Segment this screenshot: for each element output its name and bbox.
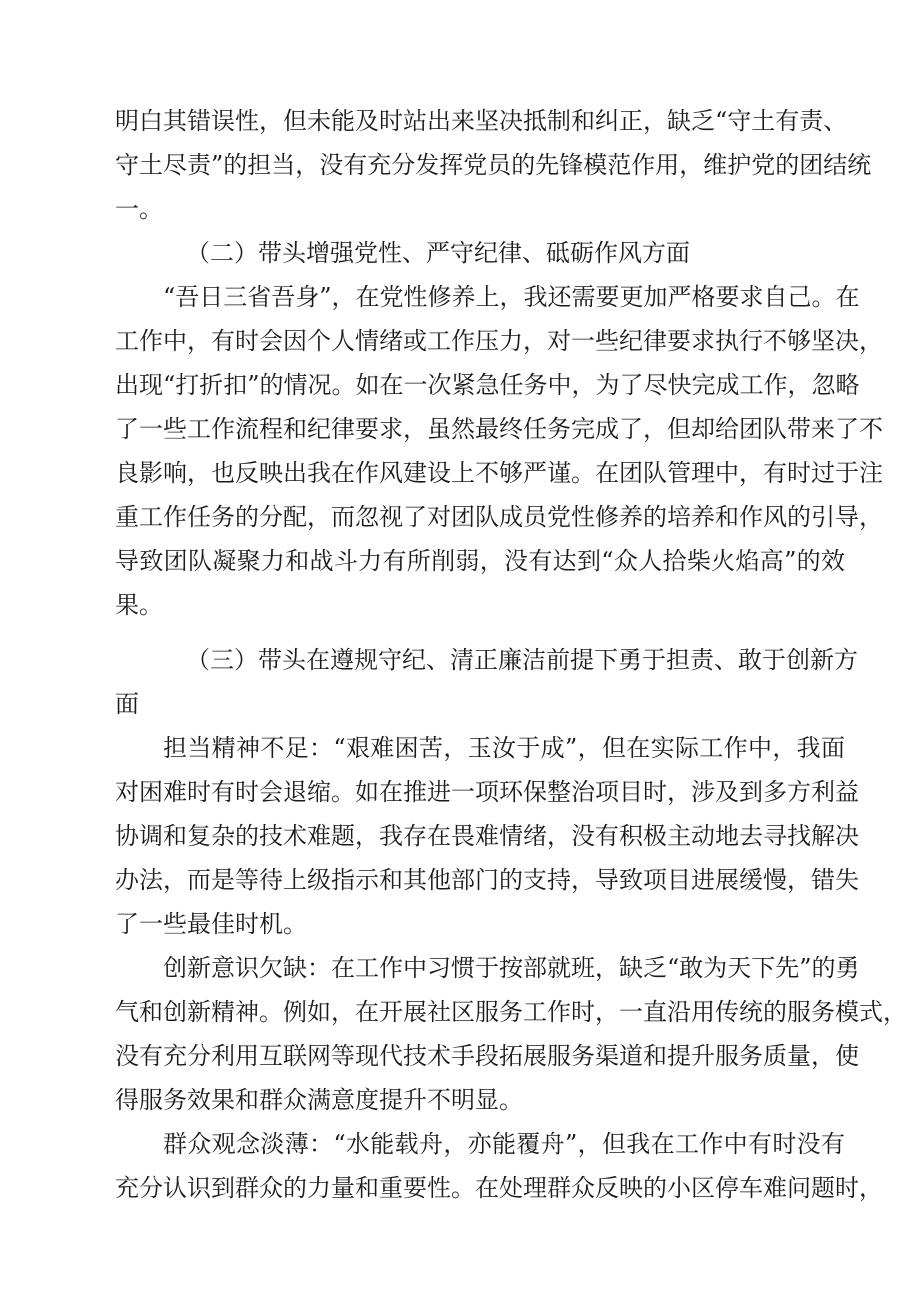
body-text-line: “吾日三省吾身”，在党性修养上，我还需要更加严格要求自己。在 bbox=[163, 283, 860, 311]
body-text-line: 办法，而是等待上级指示和其他部门的支持，导致项目进展缓慢，错失 bbox=[115, 866, 859, 894]
body-text-line: 重工作任务的分配，而忽视了对团队成员党性修养的培养和作风的引导， bbox=[115, 503, 883, 531]
body-text-line: 充分认识到群众的力量和重要性。在处理群众反映的小区停车难问题时， bbox=[115, 1174, 883, 1202]
body-text-line: 果。 bbox=[115, 591, 163, 619]
body-text-line: 一。 bbox=[115, 195, 163, 223]
body-text-line: 气和创新精神。例如，在开展社区服务工作时，一直沿用传统的服务模式， bbox=[115, 998, 907, 1026]
body-text-line: 出现“打折扣”的情况。如在一次紧急任务中，为了尽快完成工作，忽略 bbox=[115, 371, 860, 399]
section-heading: （二）带头增强党性、严守纪律、砥砺作风方面 bbox=[186, 239, 690, 267]
section-heading-continued: 面 bbox=[115, 690, 139, 718]
body-text-line: 明白其错误性，但未能及时站出来坚决抵制和纠正，缺乏“守土有责、 bbox=[115, 107, 848, 135]
body-text-line: 担当精神不足：“艰难困苦，玉汝于成”，但在实际工作中，我面 bbox=[163, 734, 845, 762]
section-heading: （三）带头在遵规守纪、清正廉洁前提下勇于担责、敢于创新方 bbox=[186, 646, 858, 674]
body-text-line: 群众观念淡薄：“水能载舟，亦能覆舟”，但我在工作中有时没有 bbox=[163, 1130, 845, 1158]
body-text-line: 创新意识欠缺：在工作中习惯于按部就班，缺乏“敢为天下先”的勇 bbox=[163, 954, 860, 982]
body-text-line: 守土尽责”的担当，没有充分发挥党员的先锋模范作用，维护党的团结统 bbox=[115, 151, 872, 179]
body-text-line: 对困难时有时会退缩。如在推进一项环保整治项目时，涉及到多方利益 bbox=[115, 778, 859, 806]
body-text-line: 导致团队凝聚力和战斗力有所削弱，没有达到“众人拾柴火焰高”的效 bbox=[115, 547, 845, 575]
body-text-line: 得服务效果和群众满意度提升不明显。 bbox=[115, 1086, 523, 1114]
body-text-line: 良影响，也反映出我在作风建设上不够严谨。在团队管理中，有时过于注 bbox=[115, 459, 883, 487]
body-text-line: 了一些最佳时机。 bbox=[115, 910, 307, 938]
body-text-line: 没有充分利用互联网等现代技术手段拓展服务渠道和提升服务质量，使 bbox=[115, 1042, 859, 1070]
body-text-line: 工作中，有时会因个人情绪或工作压力，对一些纪律要求执行不够坚决， bbox=[115, 327, 883, 355]
body-text-line: 协调和复杂的技术难题，我存在畏难情绪，没有积极主动地去寻找解决 bbox=[115, 822, 859, 850]
body-text-line: 了一些工作流程和纪律要求，虽然最终任务完成了，但却给团队带来了不 bbox=[115, 415, 883, 443]
